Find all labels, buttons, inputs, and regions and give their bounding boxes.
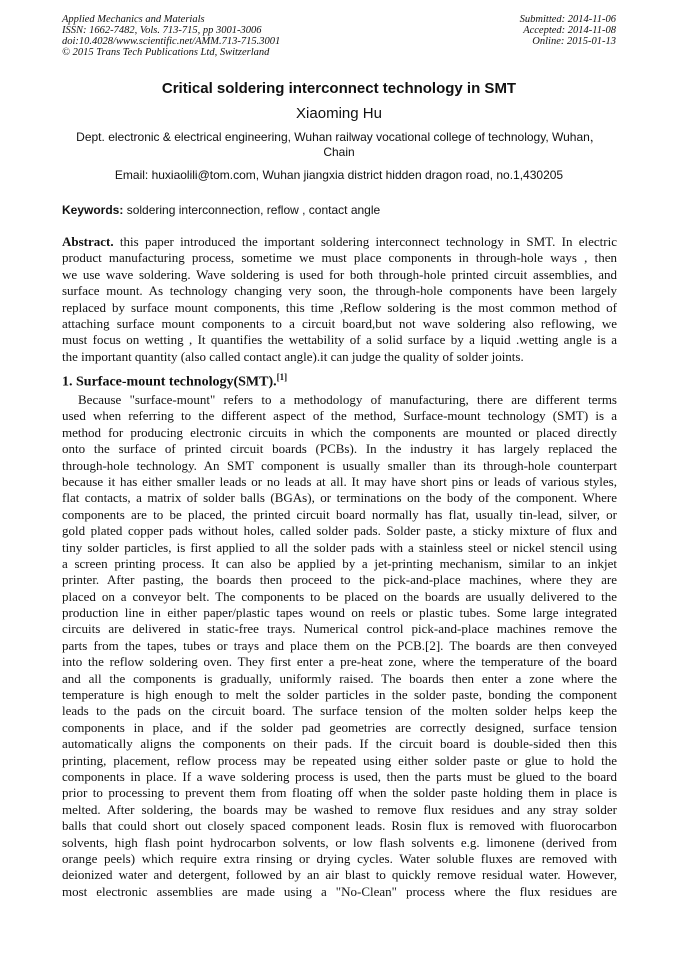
abstract-line: surface mount. As technology changing very soon, the through-hole components have been largely bbox=[62, 283, 617, 299]
body-line: balls that could short out closely spaced component leads. Rosin flux is removed with fluorocarbon bbox=[62, 818, 617, 834]
section-heading-text: 1. Surface-mount technology(SMT). bbox=[62, 374, 277, 390]
body-line: onto the surface of printed circuit boards (PCBs). In the industry it has largely replaced the bbox=[62, 441, 617, 457]
body-line: components in place, and if the solder pad geometries are correctly designed, surface tension bbox=[62, 719, 617, 735]
body-line: parts from the tapes, tubes or trays and place them on the PCB.[2]. The boards are then conveyed bbox=[62, 637, 617, 653]
citation-ref: [1] bbox=[276, 372, 288, 382]
affiliation-line: Dept. electronic & electrical engineering, Wuhan railway vocational college of technology, Wuhan， bbox=[76, 130, 602, 144]
body-line: through-hole technology. An SMT component is usually smaller than its through-hole counterpart bbox=[62, 457, 617, 473]
body-line: used when referring to the different aspect of the method, Surface-mount technology (SMT) is a bbox=[62, 408, 617, 424]
email: Email: huxiaolili@tom.com, Wuhan jiangxia district hidden dragon road, no.1,430205 bbox=[114, 168, 564, 182]
body-line: orange peels) which require extra rinsing or drying cycles. Water soluble fluxes are removed with bbox=[62, 850, 617, 866]
author: Xiaoming Hu bbox=[296, 105, 382, 122]
abstract-line: the important quantity (also called contact angle).it can judge the quality of solder joints. bbox=[62, 348, 524, 364]
keywords bbox=[62, 203, 380, 217]
abstract-line bbox=[62, 234, 617, 250]
body-line: prior to processing to prevent them from floating off when the solder paste holding them in place is bbox=[62, 785, 617, 801]
abstract-text: this paper introduced the important soldering interconnect technology in SMT. In electric bbox=[113, 234, 617, 249]
keywords-label: Keywords: bbox=[62, 203, 124, 217]
body-line: components in place. If a wave soldering process is used, then the parts must be glued to the board bbox=[62, 768, 617, 784]
online-date: Online: 2015-01-13 bbox=[532, 36, 616, 47]
body-line: solvents, high flash point hydrocarbon solvents, or low flash solvents e.g. limonene (derived from bbox=[62, 834, 617, 850]
body-line: printing, placement, reflow process may be repeated using either solder paste or glue to hold the bbox=[62, 752, 617, 768]
abstract-line: we use wave soldering. Wave soldering is used for both through-hole printed circuit assemblies, and bbox=[62, 266, 617, 282]
body-line: deionized water and detergent, followed by an air blast to quickly remove residual water. However, bbox=[62, 867, 617, 883]
body-line: melted. After soldering, the boards may be washed to remove flux residues and any stray solder bbox=[62, 801, 617, 817]
dates-info bbox=[520, 14, 616, 47]
copyright: © 2015 Trans Tech Publications Ltd, Switzerland bbox=[62, 47, 270, 58]
abstract-line: product manufacturing process, sometime we must place components in through-hole ways , then bbox=[62, 250, 617, 266]
keywords-text: soldering interconnection, reflow , contact angle bbox=[123, 203, 381, 217]
affiliation bbox=[40, 130, 638, 160]
abstract bbox=[62, 234, 617, 365]
body-line: placed on a conveyor belt. The components to be placed on the boards are usually delivered to the bbox=[62, 588, 617, 604]
abstract-line: attaching surface mount components to a circuit board,but not wave soldering also reflowing, we bbox=[62, 315, 617, 331]
body-line: automatically aligns the components on their pads. If the circuit board is double-sided then this bbox=[62, 736, 617, 752]
doi: doi:10.4028/www.scientific.net/AMM.713-715.3001 bbox=[62, 36, 281, 47]
journal-info bbox=[62, 14, 280, 58]
accepted-date: Accepted: 2014-11-08 bbox=[523, 25, 616, 36]
body-line: flat contacts, a matrix of solder balls (BGAs), or terminations on the body of the component. Where bbox=[62, 490, 617, 506]
abstract-label: Abstract. bbox=[62, 234, 114, 249]
abstract-line: must focus on wetting , It quantifies the wettability of a solid surface by a liquid .wetting angle is a bbox=[62, 332, 617, 348]
body-line: temperature is high enough to melt the solder particles in the solder paste, bonding the component bbox=[62, 687, 617, 703]
body-line: into the reflow soldering oven. They first enter a pre-heat zone, where the temperature of the board bbox=[62, 654, 617, 670]
body-line: leads to the pads on the circuit board. The surface tension of the molten solder helps keep the bbox=[62, 703, 617, 719]
body-line: because it has either smaller leads or no leads at all. It may have short pins or leads of various styles, bbox=[62, 473, 617, 489]
body-line: a screen printing process. It can also be applied by a jet-printing mechanism, similar to an inkjet bbox=[62, 555, 617, 571]
body-line: Because "surface-mount" refers to a methodology of manufacturing, there are different terms bbox=[78, 392, 617, 407]
body-line: and all the components is gradually, uniformly raised. The boards then enter a zone where the bbox=[62, 670, 617, 686]
affiliation-line: Chain bbox=[323, 145, 355, 159]
body-line: most electronic assemblies are made using a "No-Clean" process where the flux residues are bbox=[62, 883, 617, 899]
body-line: method for producing electronic circuits in which the components are mounted or placed directly bbox=[62, 424, 617, 440]
paper-title: Critical soldering interconnect technology in SMT bbox=[161, 80, 517, 97]
issn: ISSN: 1662-7482, Vols. 713-715, pp 3001-3006 bbox=[62, 25, 262, 36]
section-heading bbox=[62, 372, 287, 391]
section-body bbox=[62, 392, 617, 900]
body-line: components are to be placed, the printed circuit board normally has flat, usually tin-lead, silver, or bbox=[62, 506, 617, 522]
body-line: circuits are delivered in static-free trays. Numerical control pick-and-place machines remove the bbox=[62, 621, 617, 637]
body-line: production line in either paper/plastic tapes wound on reels or plastic tubes. Some large integrated bbox=[62, 605, 617, 621]
body-line: printer. After pasting, the boards then proceed to the pick-and-place machines, where they are bbox=[62, 572, 617, 588]
body-line: tiny solder particles, is first applied to all the solder pads with a stainless steel or nickel stencil using bbox=[62, 539, 617, 555]
body-line: gold plated copper pads without holes, called solder pads. Solder paste, a sticky mixture of flux and bbox=[62, 523, 617, 539]
submitted-date: Submitted: 2014-11-06 bbox=[519, 14, 616, 25]
abstract-line: replaced by surface mount components, this time ,Reflow soldering is the most common method of bbox=[62, 299, 617, 315]
journal-name: Applied Mechanics and Materials bbox=[62, 14, 205, 25]
